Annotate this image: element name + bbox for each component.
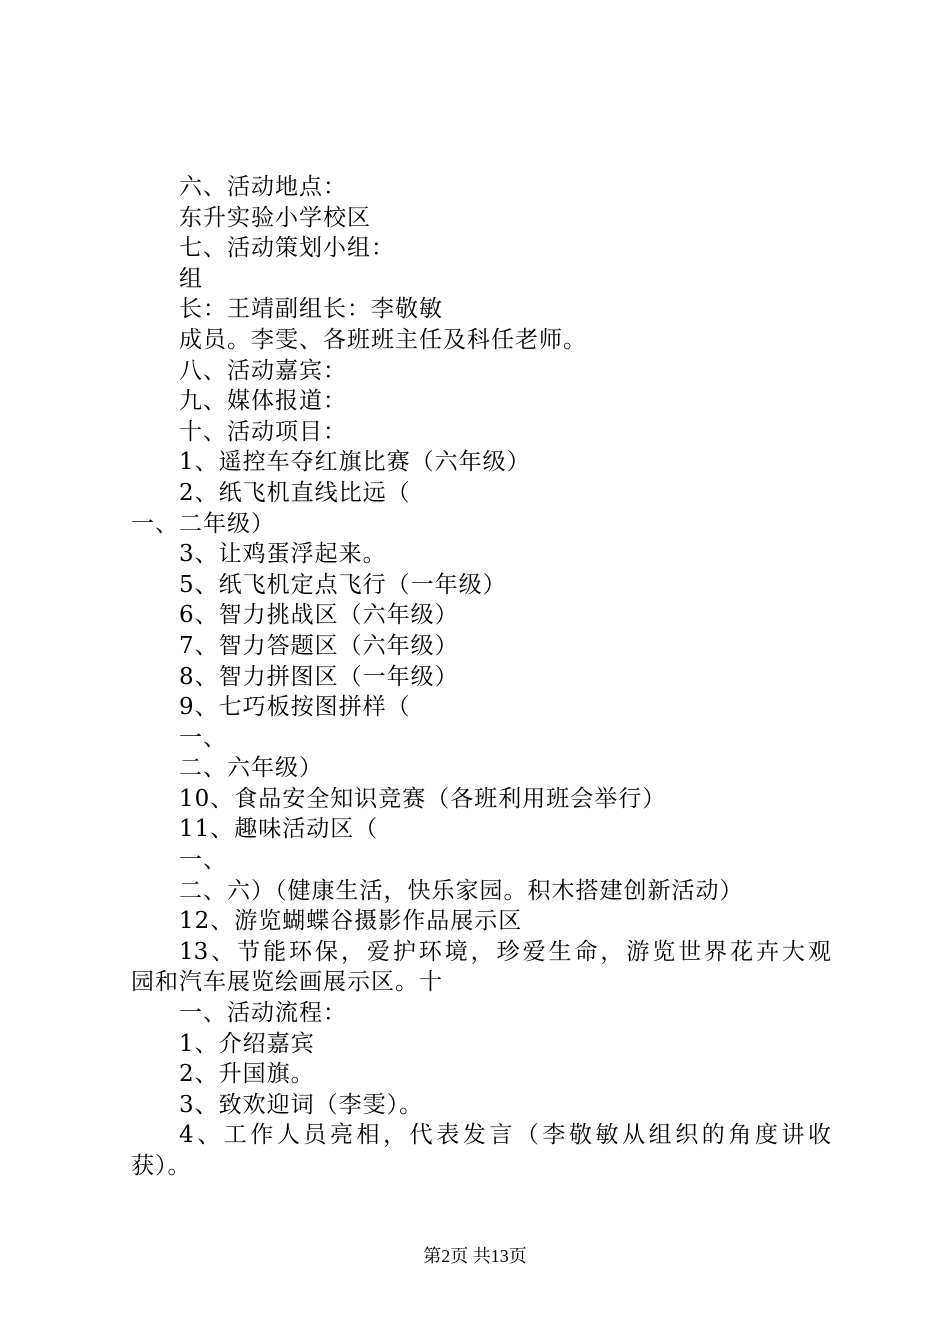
text-line: 二、六年级）: [179, 755, 323, 782]
text-line: 六、活动地点：: [179, 174, 347, 200]
text-line: 3、致欢迎词（李雯）。: [179, 1091, 424, 1118]
text-line: 10、食品安全知识竞赛（各班利用班会举行）: [179, 785, 667, 812]
text-line: 东升实验小学校区: [179, 204, 371, 231]
text-line: 9、七巧板按图拼样（: [179, 694, 411, 721]
text-line: 一、: [179, 847, 227, 874]
text-line: 12、游览蝴蝶谷摄影作品展示区: [179, 908, 523, 935]
text-line: 一、: [179, 724, 227, 751]
document-body: [131, 172, 831, 1182]
text-line: 一、活动流程：: [179, 1000, 347, 1027]
text-line: 八、活动嘉宾：: [179, 357, 347, 384]
text-line: 4、工作人员亮相，代表发言（李敬敏从组织的角度讲收: [179, 1122, 831, 1149]
text-line: 组: [179, 265, 203, 292]
text-line: 1、遥控车夺红旗比赛（六年级）: [179, 449, 531, 476]
text-line: 1、介绍嘉宾: [179, 1030, 315, 1057]
text-line: 6、智力挑战区（六年级）: [179, 602, 459, 629]
text-line: 3、让鸡蛋浮起来。: [179, 541, 387, 568]
text-line: 8、智力拼图区（一年级）: [179, 663, 459, 690]
text-line: 2、升国旗。: [179, 1061, 315, 1088]
text-line: 获）。: [131, 1153, 192, 1179]
text-line: 7、智力答题区（六年级）: [179, 632, 459, 659]
text-line: 成员。李雯、各班班主任及科任老师。: [179, 326, 587, 353]
text-line: 长：王靖副组长：李敬敏: [179, 296, 443, 323]
page-number-footer: 第2页 共13页: [423, 1246, 527, 1266]
text-line: 十、活动项目：: [179, 418, 347, 445]
text-line: 13、节能环保，爱护环境，珍爱生命，游览世界花卉大观: [179, 938, 831, 965]
text-line: 二、六）（健康生活，快乐家园。积木搭建创新活动）: [179, 877, 744, 904]
text-line: 园和汽车展览绘画展示区。十: [131, 969, 443, 996]
text-line: 九、媒体报道：: [179, 388, 347, 415]
text-line: 5、纸飞机定点飞行（一年级）: [179, 571, 507, 598]
text-line: 2、纸飞机直线比远（: [179, 479, 411, 506]
text-line: 一、二年级）: [131, 510, 275, 537]
text-line: 七、活动策划小组：: [179, 235, 395, 262]
text-line: 11、趣味活动区（: [179, 816, 379, 843]
